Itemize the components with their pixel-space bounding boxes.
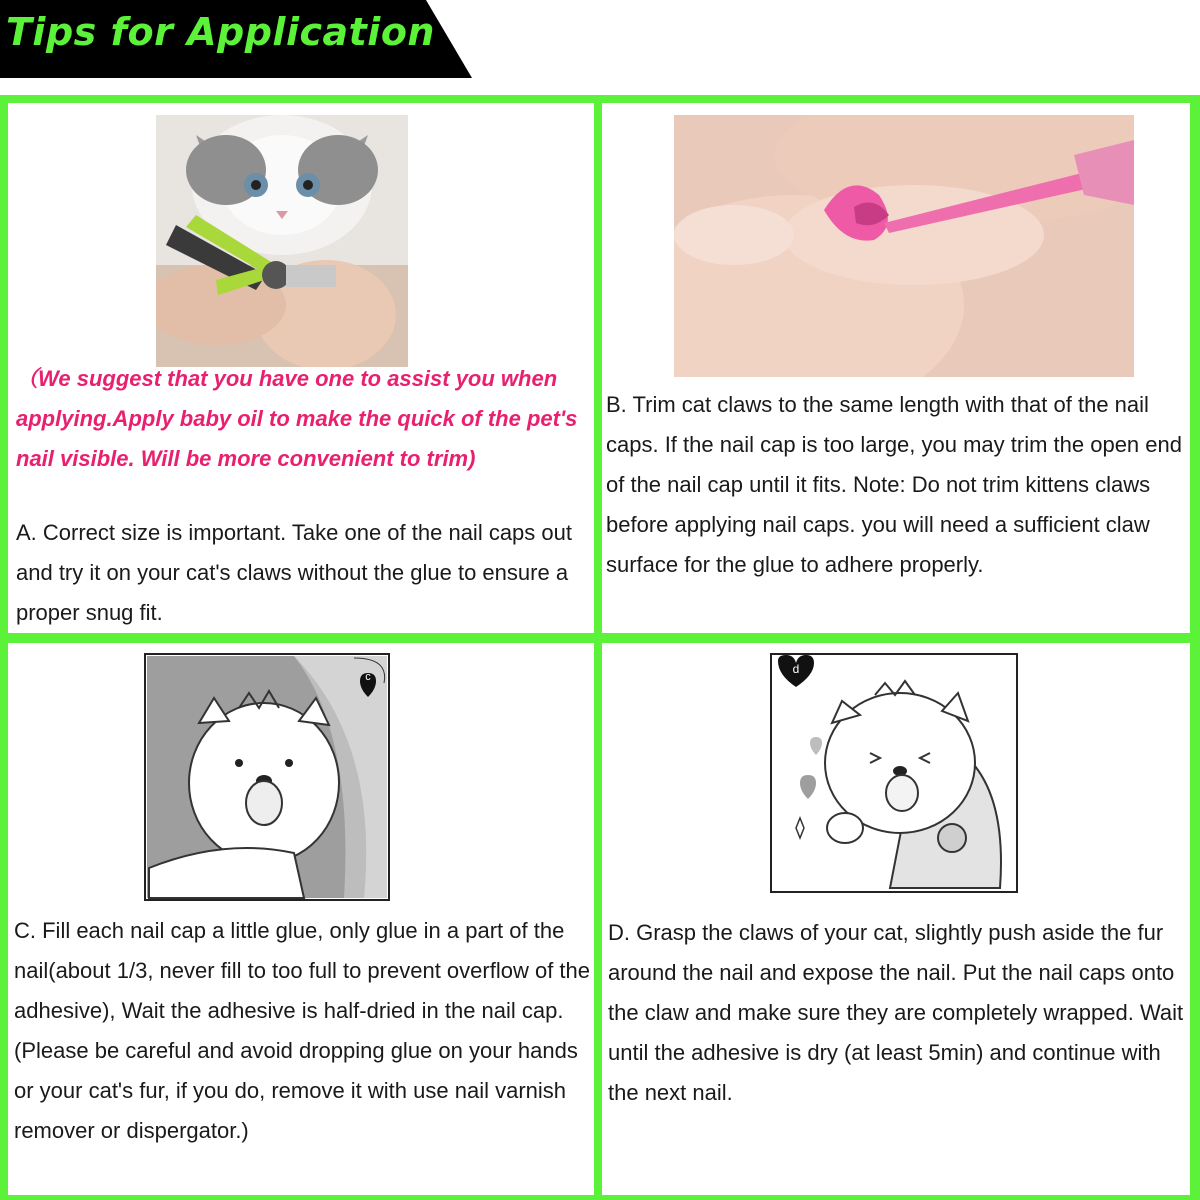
- cat-held-illustration: [144, 653, 390, 901]
- step-b-text: B. Trim cat claws to the same length with that of the nail caps. If the nail cap is too large, you may trim the open end of the nail cap until it fits. Note: Do not trim kittens claws before applying nail caps. you will need a sufficient claw surface for the glue to adhere properly.: [606, 392, 1182, 577]
- step-a-panel: [8, 103, 594, 633]
- step-d-text: D. Grasp the claws of your cat, slightly push aside the fur around the nail and expose the nail. Put the nail caps onto the claw and make sure they are completely wrapped. Wait until the adhesive is dry (at least 5min) and continue with the next nail.: [608, 920, 1184, 1105]
- cat-paw-illustration: [770, 653, 1018, 893]
- step-c-badge-label: c: [365, 671, 371, 683]
- page-title: Tips for Application: [6, 10, 435, 54]
- tips-grid: [0, 95, 1200, 1200]
- step-d-badge-label: d: [792, 662, 800, 676]
- step-b-panel: [602, 103, 1190, 633]
- step-c-text: C. Fill each nail cap a little glue, only glue in a part of the nail(about 1/3, never fill to too full to prevent overflow of the adhesive), Wait the adhesive is half-dried in the nail cap. (Please be careful and avoid dropping glue on your hands or your cat's fur, if you do, remove it with use nail varnish remover or dispergator.): [14, 918, 590, 1143]
- step-d-panel: [602, 643, 1190, 1195]
- nail-cap-glue-photo: [674, 115, 1134, 377]
- step-a-text: A. Correct size is important. Take one of the nail caps out and try it on your cat's claws without the glue to ensure a proper snug fit.: [16, 520, 572, 625]
- step-c-panel: [8, 643, 594, 1195]
- cat-nail-trimming-photo: [156, 115, 408, 367]
- assist-tip-note: （We suggest that you have one to assist you when applying.Apply baby oil to make the quick of the pet's nail visible. Will be more convenient to trim): [16, 366, 578, 471]
